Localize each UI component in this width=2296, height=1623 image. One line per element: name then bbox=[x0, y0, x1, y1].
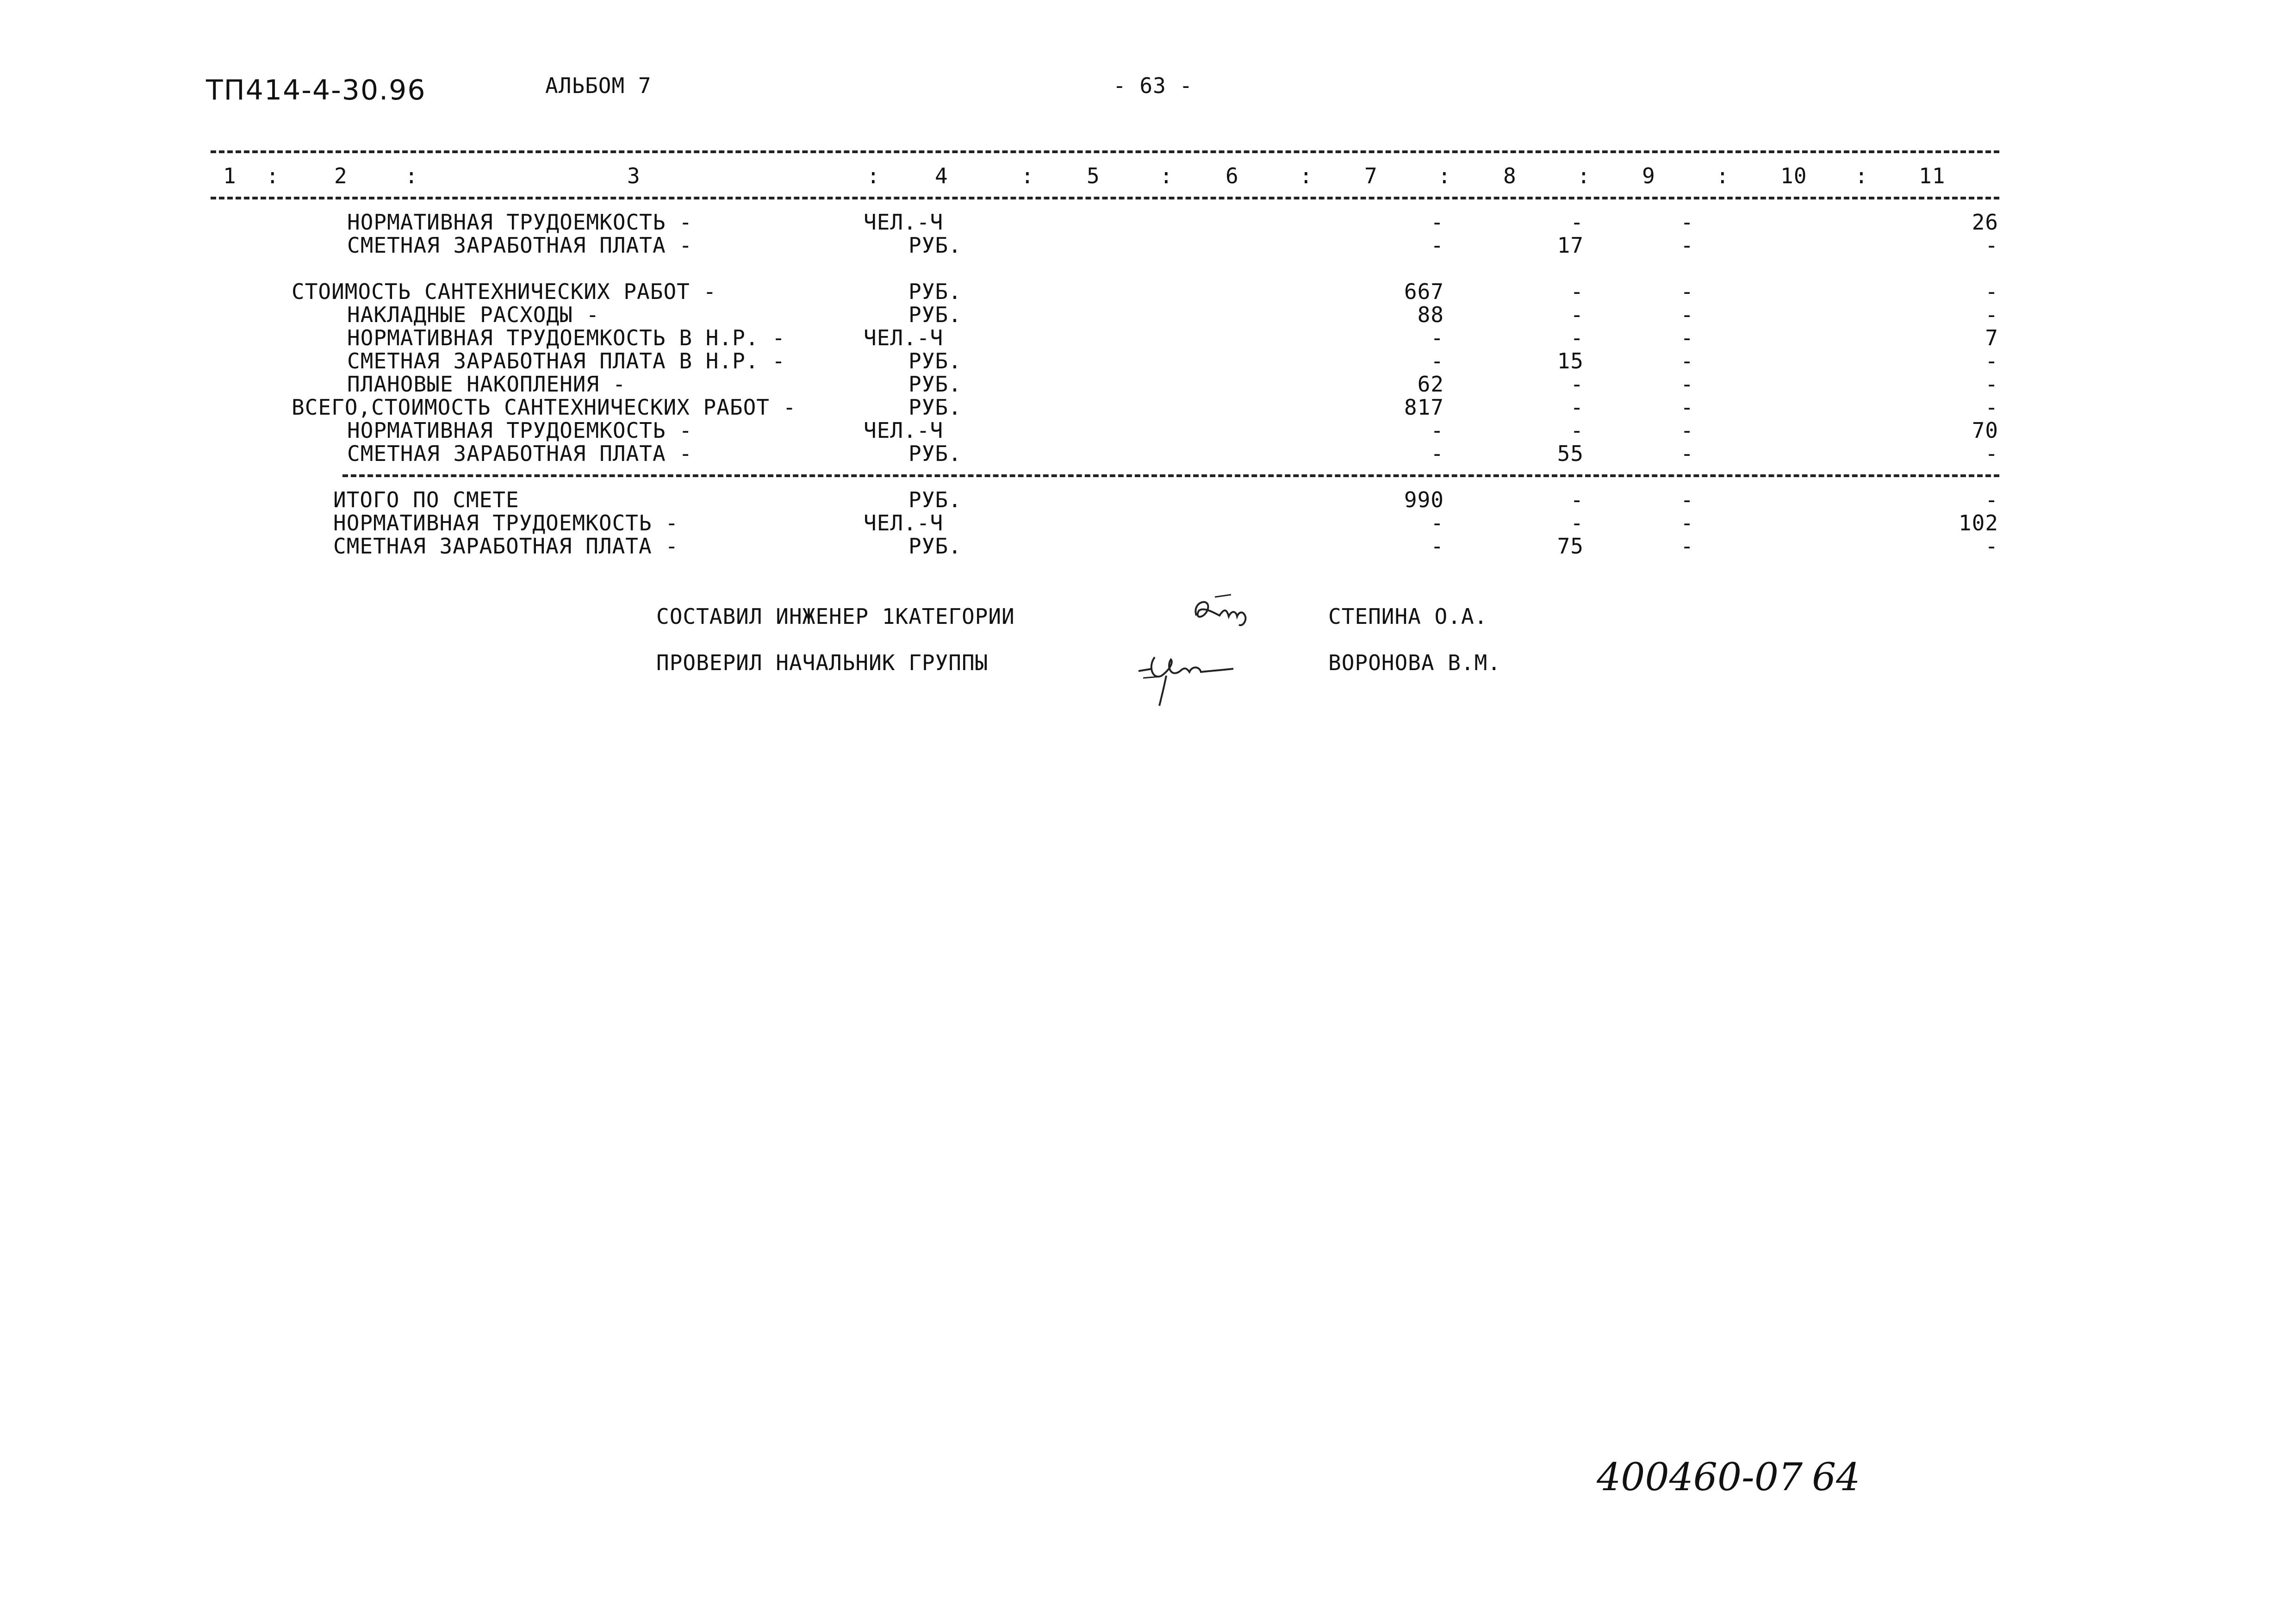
table-row bbox=[0, 373, 2296, 396]
row-unit: РУБ. bbox=[908, 233, 962, 258]
row-col7: 88 bbox=[1417, 302, 1444, 327]
totals-col8: 75 bbox=[1557, 534, 1584, 559]
row-col7: - bbox=[1431, 348, 1444, 373]
page-number: - 63 - bbox=[1113, 73, 1193, 98]
row-col8: - bbox=[1570, 395, 1584, 420]
row-unit: РУБ. bbox=[908, 372, 962, 397]
row-col11: 7 bbox=[1985, 325, 1998, 350]
column-separator: : bbox=[1021, 163, 1034, 188]
totals-unit: ЧЕЛ.-Ч bbox=[864, 510, 944, 535]
column-separator: : bbox=[1300, 163, 1313, 188]
totals-label: СМЕТНАЯ ЗАРАБОТНАЯ ПЛАТА - bbox=[333, 534, 679, 559]
table-row bbox=[0, 234, 2296, 257]
row-unit: РУБ. bbox=[908, 441, 962, 466]
row-col9: - bbox=[1680, 395, 1694, 420]
row-unit: РУБ. bbox=[908, 395, 962, 420]
column-number: 10 bbox=[1780, 163, 1807, 188]
row-label: ВСЕГО,СТОИМОСТЬ САНТЕХНИЧЕСКИХ РАБОТ - bbox=[292, 395, 796, 420]
table-row bbox=[0, 349, 2296, 373]
row-col8: - bbox=[1570, 302, 1584, 327]
totals-col11: - bbox=[1985, 534, 1998, 559]
column-number: 3 bbox=[627, 163, 641, 188]
totals-label: НОРМАТИВНАЯ ТРУДОЕМКОСТЬ - bbox=[333, 510, 679, 535]
row-col8: - bbox=[1570, 418, 1584, 443]
row-col8: 17 bbox=[1557, 233, 1584, 258]
row-label: СМЕТНАЯ ЗАРАБОТНАЯ ПЛАТА В Н.Р. - bbox=[347, 348, 785, 373]
table-row bbox=[0, 326, 2296, 349]
row-col11: - bbox=[1985, 302, 1998, 327]
album-label: АЛЬБОМ 7 bbox=[545, 73, 652, 98]
totals-col9: - bbox=[1680, 534, 1694, 559]
row-col11: - bbox=[1985, 348, 1998, 373]
compiler-signature bbox=[1187, 588, 1270, 639]
row-col8: - bbox=[1570, 210, 1584, 235]
row-col9: - bbox=[1680, 233, 1694, 258]
totals-col11: - bbox=[1985, 487, 1998, 512]
column-number: 9 bbox=[1642, 163, 1655, 188]
column-number: 5 bbox=[1087, 163, 1100, 188]
column-number: 11 bbox=[1919, 163, 1946, 188]
column-number: 1 bbox=[223, 163, 236, 188]
column-separator: : bbox=[1716, 163, 1730, 188]
row-unit: ЧЕЛ.-Ч bbox=[864, 210, 944, 235]
table-row bbox=[0, 280, 2296, 303]
totals-row bbox=[0, 488, 2296, 511]
row-col11: - bbox=[1985, 395, 1998, 420]
column-number: 2 bbox=[334, 163, 348, 188]
column-number-row bbox=[0, 164, 2296, 187]
totals-unit: РУБ. bbox=[908, 487, 962, 512]
row-col9: - bbox=[1680, 348, 1694, 373]
row-label: ПЛАНОВЫЕ НАКОПЛЕНИЯ - bbox=[347, 372, 626, 397]
totals-label: ИТОГО ПО СМЕТЕ bbox=[333, 487, 519, 512]
row-unit: РУБ. bbox=[908, 348, 962, 373]
checker-signature bbox=[1134, 643, 1245, 713]
compiled-by-label: СОСТАВИЛ ИНЖЕНЕР 1КАТЕГОРИИ bbox=[656, 604, 1015, 629]
row-unit: ЧЕЛ.-Ч bbox=[864, 325, 944, 350]
row-col9: - bbox=[1680, 325, 1694, 350]
totals-row bbox=[0, 511, 2296, 535]
row-col11: - bbox=[1985, 233, 1998, 258]
document-code: ТП414-4-30.96 bbox=[206, 74, 426, 106]
column-separator: : bbox=[1160, 163, 1173, 188]
totals-col8: - bbox=[1570, 487, 1584, 512]
table-top-rule bbox=[211, 150, 1999, 153]
table-row bbox=[0, 396, 2296, 419]
column-separator: : bbox=[1577, 163, 1591, 188]
inventory-number: 400460-07 bbox=[1597, 1455, 1803, 1499]
column-separator: : bbox=[867, 163, 880, 188]
totals-col8: - bbox=[1570, 510, 1584, 535]
row-unit: РУБ. bbox=[908, 279, 962, 304]
checked-by-name: ВОРОНОВА В.М. bbox=[1328, 650, 1501, 675]
row-label: СТОИМОСТЬ САНТЕХНИЧЕСКИХ РАБОТ - bbox=[292, 279, 717, 304]
row-col7: 62 bbox=[1417, 372, 1444, 397]
row-unit: ЧЕЛ.-Ч bbox=[864, 418, 944, 443]
table-row bbox=[0, 442, 2296, 465]
row-col8: - bbox=[1570, 372, 1584, 397]
row-col7: - bbox=[1431, 418, 1444, 443]
table-row bbox=[0, 211, 2296, 234]
column-number: 7 bbox=[1364, 163, 1378, 188]
totals-col11: 102 bbox=[1958, 510, 1998, 535]
totals-row bbox=[0, 535, 2296, 558]
row-col9: - bbox=[1680, 372, 1694, 397]
row-col7: - bbox=[1431, 233, 1444, 258]
column-number: 4 bbox=[935, 163, 948, 188]
totals-col7: 990 bbox=[1404, 487, 1444, 512]
row-label: НОРМАТИВНАЯ ТРУДОЕМКОСТЬ - bbox=[347, 210, 693, 235]
totals-rule bbox=[342, 474, 1999, 477]
row-col11: - bbox=[1985, 279, 1998, 304]
column-number: 8 bbox=[1503, 163, 1517, 188]
row-col11: - bbox=[1985, 372, 1998, 397]
row-label: НОРМАТИВНАЯ ТРУДОЕМКОСТЬ В Н.Р. - bbox=[347, 325, 785, 350]
row-col11: 26 bbox=[1972, 210, 1998, 235]
row-label: СМЕТНАЯ ЗАРАБОТНАЯ ПЛАТА - bbox=[347, 233, 693, 258]
column-number: 6 bbox=[1226, 163, 1239, 188]
totals-unit: РУБ. bbox=[908, 534, 962, 559]
row-col7: 817 bbox=[1404, 395, 1444, 420]
row-col8: 15 bbox=[1557, 348, 1584, 373]
totals-col9: - bbox=[1680, 487, 1694, 512]
row-col9: - bbox=[1680, 302, 1694, 327]
row-label: НОРМАТИВНАЯ ТРУДОЕМКОСТЬ - bbox=[347, 418, 693, 443]
row-col7: - bbox=[1431, 210, 1444, 235]
compiled-by-name: СТЕПИНА О.А. bbox=[1328, 604, 1488, 629]
checked-by-label: ПРОВЕРИЛ НАЧАЛЬНИК ГРУППЫ bbox=[656, 650, 989, 675]
totals-col9: - bbox=[1680, 510, 1694, 535]
column-separator: : bbox=[266, 163, 280, 188]
row-col8: 55 bbox=[1557, 441, 1584, 466]
sheet-number: 64 bbox=[1812, 1455, 1860, 1499]
table-row bbox=[0, 303, 2296, 326]
totals-col7: - bbox=[1431, 510, 1444, 535]
table-header-rule bbox=[211, 197, 1999, 199]
row-col7: 667 bbox=[1404, 279, 1444, 304]
row-col7: - bbox=[1431, 325, 1444, 350]
row-col9: - bbox=[1680, 418, 1694, 443]
column-separator: : bbox=[405, 163, 418, 188]
row-col9: - bbox=[1680, 441, 1694, 466]
table-row bbox=[0, 419, 2296, 442]
row-label: НАКЛАДНЫЕ РАСХОДЫ - bbox=[347, 302, 600, 327]
row-col9: - bbox=[1680, 279, 1694, 304]
row-col7: - bbox=[1431, 441, 1444, 466]
row-col11: 70 bbox=[1972, 418, 1998, 443]
row-col8: - bbox=[1570, 325, 1584, 350]
column-separator: : bbox=[1855, 163, 1868, 188]
row-col11: - bbox=[1985, 441, 1998, 466]
row-col8: - bbox=[1570, 279, 1584, 304]
column-separator: : bbox=[1438, 163, 1451, 188]
row-col9: - bbox=[1680, 210, 1694, 235]
totals-col7: - bbox=[1431, 534, 1444, 559]
row-unit: РУБ. bbox=[908, 302, 962, 327]
row-label: СМЕТНАЯ ЗАРАБОТНАЯ ПЛАТА - bbox=[347, 441, 693, 466]
